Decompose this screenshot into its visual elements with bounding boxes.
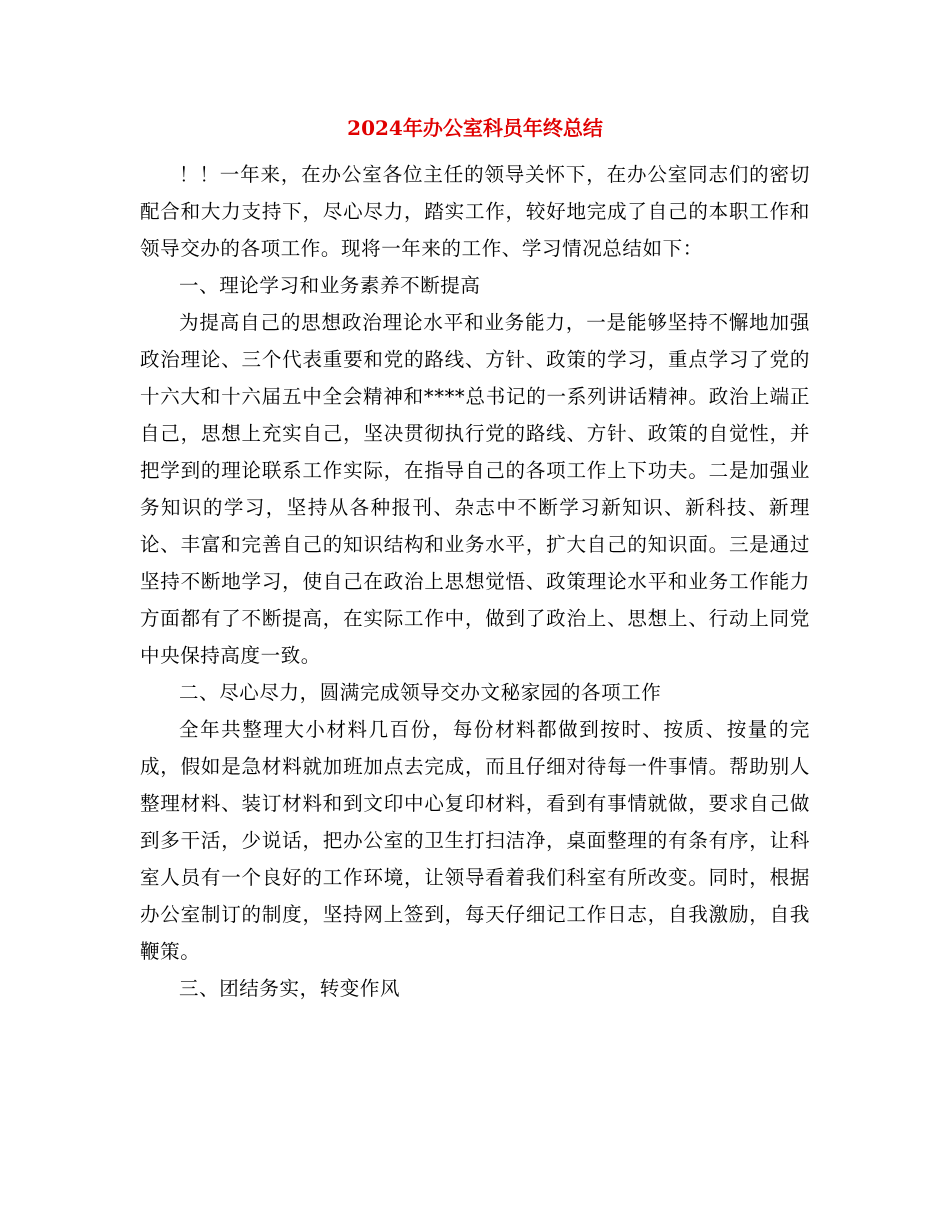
section-1-paragraph: 为提高自己的思想政治理论水平和业务能力，一是能够坚持不懈地加强政治理论、三个代表重要和党的路线、方针、政策的学习，重点学习了党的十六大和十六届五中全会精神和****总书记的一系列讲话精神。政治上端正自己，思想上充实自己，坚决贯彻执行党的路线、方针、政策的自觉性，并把学到的理论联系工作实际，在指导自己的各项工作上下功夫。二是加强业务知识的学习，坚持从各种报刊、杂志中不断学习新知识、新科技、新理论、丰富和完善自己的知识结构和业务水平，扩大自己的知识面。三是通过坚持不断地学习，使自己在政治上思想觉悟、政策理论水平和业务工作能力方面都有了不断提高，在实际工作中，做到了政治上、思想上、行动上同党中央保持高度一致。 [140,311,810,667]
section-heading-2: 二、尽心尽力，圆满完成领导交办文秘家园的各项工作 [179,681,662,704]
section-2-paragraph: 全年共整理大小材料几百份，每份材料都做到按时、按质、按量的完成，假如是急材料就加班加点去完成，而且仔细对待每一件事情。帮助别人整理材料、装订材料和到文印中心复印材料，看到有事情就做，要求自己做到多干活，少说话，把办公室的卫生打扫洁净，桌面整理的有条有序，让科室人员有一个良好的工作环境，让领导看着我们科室有所改变。同时，根据办公室制订的制度，坚持网上签到，每天仔细记工作日志，自我激励，自我鞭策。 [140,718,810,963]
section-heading-3: 三、团结务实，转变作风 [179,977,401,1000]
document-body [140,156,810,1007]
intro-paragraph: ！！一年来，在办公室各位主任的领导关怀下，在办公室同志们的密切配合和大力支持下，尽心尽力，踏实工作，较好地完成了自己的本职工作和领导交办的各项工作。现将一年来的工作、学习情况总结如下： [140,163,810,260]
section-heading-1: 一、理论学习和业务素养不断提高 [179,274,481,297]
document-title: 2024年办公室科员年终总结 [347,116,603,140]
